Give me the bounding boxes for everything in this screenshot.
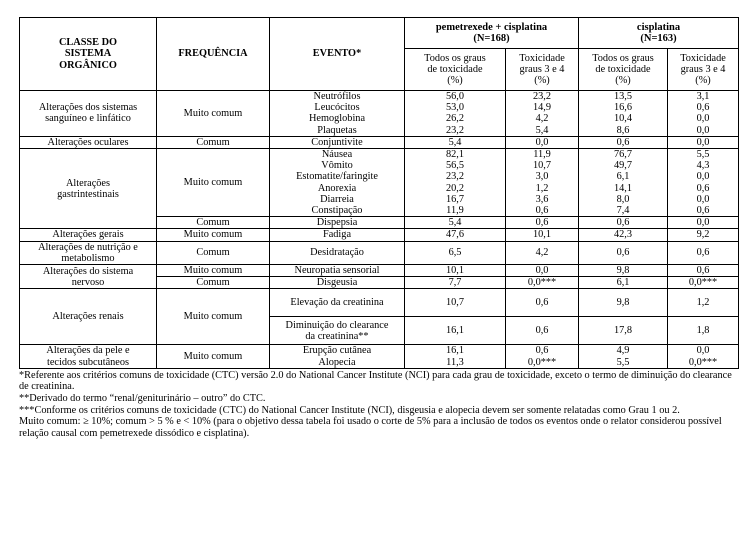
value-line: 0,0*** bbox=[688, 356, 718, 368]
value-line: 0,0*** bbox=[527, 277, 557, 289]
cell-pemetrexede-g34 bbox=[506, 317, 579, 345]
cell-evento bbox=[270, 317, 405, 345]
classe-line: sanguíneo e linfático bbox=[45, 113, 131, 125]
value-line: 47,6 bbox=[445, 229, 465, 241]
cell-cisplatina-g34 bbox=[668, 277, 739, 289]
cell-cisplatina-g34 bbox=[668, 345, 739, 368]
evento-line: Estomatite/faringite bbox=[296, 171, 378, 183]
cell-evento bbox=[270, 265, 405, 277]
footnote: ***Conforme os critérios comuns de toxicidade (CTC) do National Cancer Institute (NCI), disgeusia e alopecia devem ser somente relatadas como Grau 1 ou 2. bbox=[19, 404, 680, 416]
evento-line: Hemoglobina bbox=[308, 113, 366, 125]
header-frequencia: FREQUÊNCIA bbox=[157, 18, 270, 91]
value-line: 11,9 bbox=[446, 205, 464, 217]
value-line: 0,0 bbox=[696, 193, 710, 205]
classe-line: metabolismo bbox=[61, 252, 115, 264]
header-line: (%) bbox=[534, 75, 550, 87]
value-line: 82,1 bbox=[445, 149, 465, 161]
header-group-pemetrexede bbox=[405, 18, 579, 49]
cell-cisplatina-all bbox=[579, 265, 668, 277]
value-line: 26,2 bbox=[445, 113, 465, 125]
value-line: 53,0 bbox=[445, 102, 465, 114]
cell-pemetrexede-g34 bbox=[506, 91, 579, 137]
header-line: (%) bbox=[615, 75, 631, 87]
cell-pemetrexede-all bbox=[405, 277, 506, 289]
value-line: 4,9 bbox=[616, 345, 630, 357]
cell-cisplatina-g34 bbox=[668, 91, 739, 137]
cell-cisplatina-all bbox=[579, 289, 668, 317]
header-line: (N=163) bbox=[640, 33, 677, 44]
cell-frequencia: Comum bbox=[157, 136, 270, 148]
value-line: 0,6 bbox=[696, 102, 710, 114]
value-line: 3,1 bbox=[696, 91, 710, 102]
value-line: 6,1 bbox=[616, 171, 630, 183]
header-line: pemetrexede + cisplatina bbox=[435, 21, 548, 33]
table-row bbox=[20, 149, 739, 217]
cell-pemetrexede-g34 bbox=[506, 217, 579, 229]
value-line: 11,9 bbox=[533, 149, 551, 161]
classe-line: Alterações renais bbox=[52, 311, 124, 323]
cell-evento bbox=[270, 289, 405, 317]
value-line: 0,6 bbox=[616, 217, 630, 229]
cell-cisplatina-all bbox=[579, 229, 668, 241]
value-line: 16,6 bbox=[614, 102, 633, 114]
value-line: 10,4 bbox=[614, 113, 633, 125]
value-line: 1,2 bbox=[535, 182, 549, 194]
value-line: 8,0 bbox=[616, 193, 630, 205]
cell-pemetrexede-g34 bbox=[506, 289, 579, 317]
value-line: 0,0 bbox=[696, 124, 710, 136]
value-line: 0,6 bbox=[696, 247, 710, 259]
cell-pemetrexede-g34 bbox=[506, 277, 579, 289]
header-line: de toxicidade bbox=[427, 63, 483, 75]
table-row bbox=[20, 91, 739, 137]
value-line: 76,7 bbox=[614, 149, 633, 161]
cell-pemetrexede-g34 bbox=[506, 136, 579, 148]
table-row bbox=[20, 229, 739, 241]
footnote: Muito comum: ≥ 10%; comum > 5 % e < 10% (para o objetivo dessa tabela foi usado o corte de 5% para a inclusão de todos os eventos onde o relator considerou possível relação causal com pemetrexede dissódico e cisplatina). bbox=[19, 416, 722, 439]
cell-classe bbox=[20, 345, 157, 368]
cell-pemetrexede-all bbox=[405, 136, 506, 148]
cell-pemetrexede-all bbox=[405, 217, 506, 229]
cell-cisplatina-g34 bbox=[668, 136, 739, 148]
classe-line: Alterações do sistema bbox=[42, 265, 134, 277]
value-line: 16,7 bbox=[445, 193, 465, 205]
value-line: 7,7 bbox=[448, 277, 462, 289]
subheader-all-grades bbox=[579, 49, 668, 91]
cell-frequencia: Muito comum bbox=[157, 345, 270, 368]
header-line: CLASSE DO bbox=[58, 37, 118, 49]
cell-pemetrexede-all bbox=[405, 345, 506, 368]
value-line: 16,1 bbox=[445, 345, 465, 357]
classe-line: Alterações gerais bbox=[52, 229, 124, 241]
cell-cisplatina-all bbox=[579, 217, 668, 229]
evento-line: Plaquetas bbox=[317, 124, 357, 136]
value-line: 3,6 bbox=[535, 193, 549, 205]
header-group-cisplatina bbox=[579, 18, 739, 49]
value-line: 5,4 bbox=[448, 217, 462, 229]
subheader-grade-3-4 bbox=[668, 49, 739, 91]
value-line: 17,8 bbox=[614, 325, 633, 337]
cell-pemetrexede-all bbox=[405, 317, 506, 345]
evento-line: Constipação bbox=[311, 205, 363, 217]
cell-cisplatina-g34 bbox=[668, 241, 739, 264]
header-line: Todos os graus bbox=[592, 52, 654, 64]
header-classe bbox=[20, 18, 157, 91]
value-line: 0,0 bbox=[535, 136, 549, 148]
value-line: 23,2 bbox=[445, 124, 465, 136]
value-line: 0,6 bbox=[535, 345, 549, 357]
header-line: (%) bbox=[695, 75, 711, 87]
cell-frequencia: Muito comum bbox=[157, 91, 270, 137]
cell-classe bbox=[20, 289, 157, 345]
value-line: 0,0 bbox=[696, 345, 710, 357]
cell-evento bbox=[270, 277, 405, 289]
table-row bbox=[20, 265, 739, 277]
classe-line: Alterações da pele e bbox=[46, 345, 130, 357]
value-line: 42,3 bbox=[614, 229, 633, 241]
value-line: 0,0 bbox=[696, 217, 710, 229]
header-line: Toxicidade bbox=[519, 52, 565, 64]
cell-cisplatina-all bbox=[579, 317, 668, 345]
evento-line: Alopecia bbox=[318, 356, 356, 368]
evento-line: Dispepsia bbox=[316, 217, 358, 229]
cell-cisplatina-g34 bbox=[668, 317, 739, 345]
cell-frequencia: Comum bbox=[157, 277, 270, 289]
cell-pemetrexede-all bbox=[405, 229, 506, 241]
value-line: 0,6 bbox=[696, 265, 710, 277]
value-line: 0,0 bbox=[696, 113, 710, 125]
value-line: 16,1 bbox=[445, 325, 465, 337]
cell-frequencia: Muito comum bbox=[157, 149, 270, 217]
cell-cisplatina-all bbox=[579, 241, 668, 264]
classe-line: Alterações de nutrição e bbox=[38, 241, 138, 253]
cell-evento bbox=[270, 229, 405, 241]
value-line: 4,3 bbox=[696, 160, 710, 172]
cell-classe bbox=[20, 149, 157, 229]
footnote: **Derivado do termo “renal/geniturinário – outro” do CTC. bbox=[19, 393, 266, 405]
evento-line: Desidratação bbox=[310, 247, 364, 259]
cell-pemetrexede-g34 bbox=[506, 265, 579, 277]
value-line: 1,2 bbox=[696, 297, 710, 309]
cell-evento bbox=[270, 136, 405, 148]
table-row bbox=[20, 241, 739, 264]
header-line: de toxicidade bbox=[595, 63, 651, 75]
value-line: 0,6 bbox=[696, 182, 710, 194]
cell-cisplatina-all bbox=[579, 91, 668, 137]
evento-line: Neutrófilos bbox=[313, 91, 361, 102]
cell-evento bbox=[270, 241, 405, 264]
value-line: 0,0 bbox=[696, 171, 710, 183]
cell-pemetrexede-all bbox=[405, 289, 506, 317]
cell-cisplatina-all bbox=[579, 149, 668, 217]
header-line: (%) bbox=[447, 75, 463, 87]
value-line: 6,5 bbox=[448, 247, 462, 259]
value-line: 10,7 bbox=[445, 297, 465, 309]
value-line: 14,1 bbox=[614, 182, 633, 194]
classe-line: Alterações oculares bbox=[47, 136, 129, 148]
value-line: 0,6 bbox=[696, 205, 710, 217]
value-line: 0,6 bbox=[535, 325, 549, 337]
evento-line: Anorexia bbox=[317, 182, 357, 194]
header-line: (N=168) bbox=[473, 33, 510, 44]
value-line: 0,6 bbox=[535, 217, 549, 229]
classe-line: Alterações dos sistemas bbox=[38, 102, 138, 114]
cell-classe bbox=[20, 91, 157, 137]
evento-line: Erupção cutânea bbox=[302, 345, 372, 357]
value-line: 5,5 bbox=[696, 149, 710, 161]
cell-pemetrexede-all bbox=[405, 91, 506, 137]
classe-line: gastrintestinais bbox=[57, 188, 119, 200]
cell-cisplatina-g34 bbox=[668, 289, 739, 317]
adverse-events-table bbox=[19, 17, 739, 369]
header-line: graus 3 e 4 bbox=[680, 63, 726, 75]
classe-line: nervoso bbox=[71, 276, 105, 288]
header-line: Toxicidade bbox=[680, 52, 726, 64]
value-line: 10,1 bbox=[532, 229, 552, 241]
cell-frequencia: Muito comum bbox=[157, 265, 270, 277]
cell-pemetrexede-all bbox=[405, 241, 506, 264]
cell-pemetrexede-g34 bbox=[506, 229, 579, 241]
evento-line: Vômito bbox=[321, 160, 353, 172]
evento-line: Diarreia bbox=[320, 193, 354, 205]
subheader-all-grades bbox=[405, 49, 506, 91]
cell-evento bbox=[270, 149, 405, 217]
evento-line: Conjuntivite bbox=[311, 136, 363, 148]
value-line: 23,2 bbox=[532, 91, 552, 102]
cell-cisplatina-g34 bbox=[668, 229, 739, 241]
value-line: 5,4 bbox=[535, 124, 549, 136]
value-line: 5,4 bbox=[448, 136, 462, 148]
cell-frequencia: Comum bbox=[157, 217, 270, 229]
value-line: 10,7 bbox=[532, 160, 552, 172]
document bbox=[19, 17, 738, 439]
cell-cisplatina-g34 bbox=[668, 217, 739, 229]
cell-cisplatina-all bbox=[579, 345, 668, 368]
value-line: 7,4 bbox=[616, 205, 630, 217]
header-line: graus 3 e 4 bbox=[519, 63, 565, 75]
cell-pemetrexede-g34 bbox=[506, 345, 579, 368]
table-row bbox=[20, 289, 739, 317]
footnotes bbox=[19, 370, 738, 440]
value-line: 0,6 bbox=[535, 205, 549, 217]
table-row bbox=[20, 136, 739, 148]
value-line: 8,6 bbox=[616, 124, 630, 136]
value-line: 0,0 bbox=[696, 136, 710, 148]
evento-line: Leucócitos bbox=[314, 102, 360, 114]
evento-line: Diminuição do clearance bbox=[285, 319, 389, 331]
value-line: 56,0 bbox=[445, 91, 465, 102]
value-line: 10,1 bbox=[445, 265, 465, 277]
cell-evento bbox=[270, 345, 405, 368]
classe-line: Alterações bbox=[65, 177, 111, 189]
cell-evento bbox=[270, 217, 405, 229]
value-line: 23,2 bbox=[445, 171, 465, 183]
subheader-grade-3-4 bbox=[506, 49, 579, 91]
evento-line: Fadiga bbox=[322, 229, 352, 241]
value-line: 0,6 bbox=[616, 247, 630, 259]
cell-frequencia: Muito comum bbox=[157, 289, 270, 345]
value-line: 20,2 bbox=[445, 182, 465, 194]
evento-line: Náusea bbox=[321, 149, 353, 161]
value-line: 9,8 bbox=[616, 265, 630, 277]
evento-line: Elevação da creatinina bbox=[290, 297, 384, 309]
cell-classe bbox=[20, 136, 157, 148]
value-line: 0,0*** bbox=[527, 356, 557, 368]
header-evento: EVENTO* bbox=[270, 18, 405, 91]
table-body bbox=[20, 91, 739, 369]
evento-line: Neuropatia sensorial bbox=[294, 265, 380, 277]
value-line: 9,2 bbox=[696, 229, 710, 241]
table-row bbox=[20, 345, 739, 368]
cell-cisplatina-all bbox=[579, 136, 668, 148]
cell-cisplatina-all bbox=[579, 277, 668, 289]
cell-pemetrexede-all bbox=[405, 265, 506, 277]
footnote: *Referente aos critérios comuns de toxicidade (CTC) versão 2.0 do National Cancer Institute (NCI) para cada grau de toxicidade, exceto o termo de diminuição do clearance de creatinina. bbox=[19, 369, 732, 393]
value-line: 13,5 bbox=[614, 91, 633, 102]
value-line: 11,3 bbox=[446, 356, 464, 368]
value-line: 14,9 bbox=[532, 102, 552, 114]
cell-pemetrexede-g34 bbox=[506, 149, 579, 217]
header-line: ORGÂNICO bbox=[59, 59, 117, 71]
value-line: 1,8 bbox=[696, 325, 710, 337]
value-line: 5,5 bbox=[616, 356, 630, 368]
value-line: 56,5 bbox=[445, 160, 465, 172]
cell-frequencia: Muito comum bbox=[157, 229, 270, 241]
value-line: 49,7 bbox=[614, 160, 633, 172]
value-line: 0,6 bbox=[616, 136, 630, 148]
cell-cisplatina-g34 bbox=[668, 149, 739, 217]
cell-classe bbox=[20, 265, 157, 289]
value-line: 4,2 bbox=[535, 113, 549, 125]
value-line: 0,6 bbox=[535, 297, 549, 309]
value-line: 9,8 bbox=[616, 297, 630, 309]
evento-line: Disgeusia bbox=[316, 277, 358, 289]
cell-cisplatina-g34 bbox=[668, 265, 739, 277]
header-line: SISTEMA bbox=[64, 48, 112, 60]
evento-line: da creatinina** bbox=[305, 330, 369, 342]
value-line: 4,2 bbox=[535, 247, 549, 259]
value-line: 0,0 bbox=[535, 265, 549, 277]
table-header bbox=[20, 18, 739, 91]
header-line: Todos os graus bbox=[424, 52, 486, 64]
value-line: 6,1 bbox=[616, 277, 630, 289]
classe-line: tecidos subcutâneos bbox=[46, 356, 130, 368]
cell-pemetrexede-all bbox=[405, 149, 506, 217]
cell-classe bbox=[20, 241, 157, 264]
value-line: 0,0*** bbox=[688, 277, 718, 289]
cell-frequencia: Comum bbox=[157, 241, 270, 264]
header-row bbox=[20, 18, 739, 49]
cell-classe bbox=[20, 229, 157, 241]
cell-pemetrexede-g34 bbox=[506, 241, 579, 264]
header-line: cisplatina bbox=[636, 21, 681, 33]
value-line: 3,0 bbox=[535, 171, 549, 183]
cell-evento bbox=[270, 91, 405, 137]
